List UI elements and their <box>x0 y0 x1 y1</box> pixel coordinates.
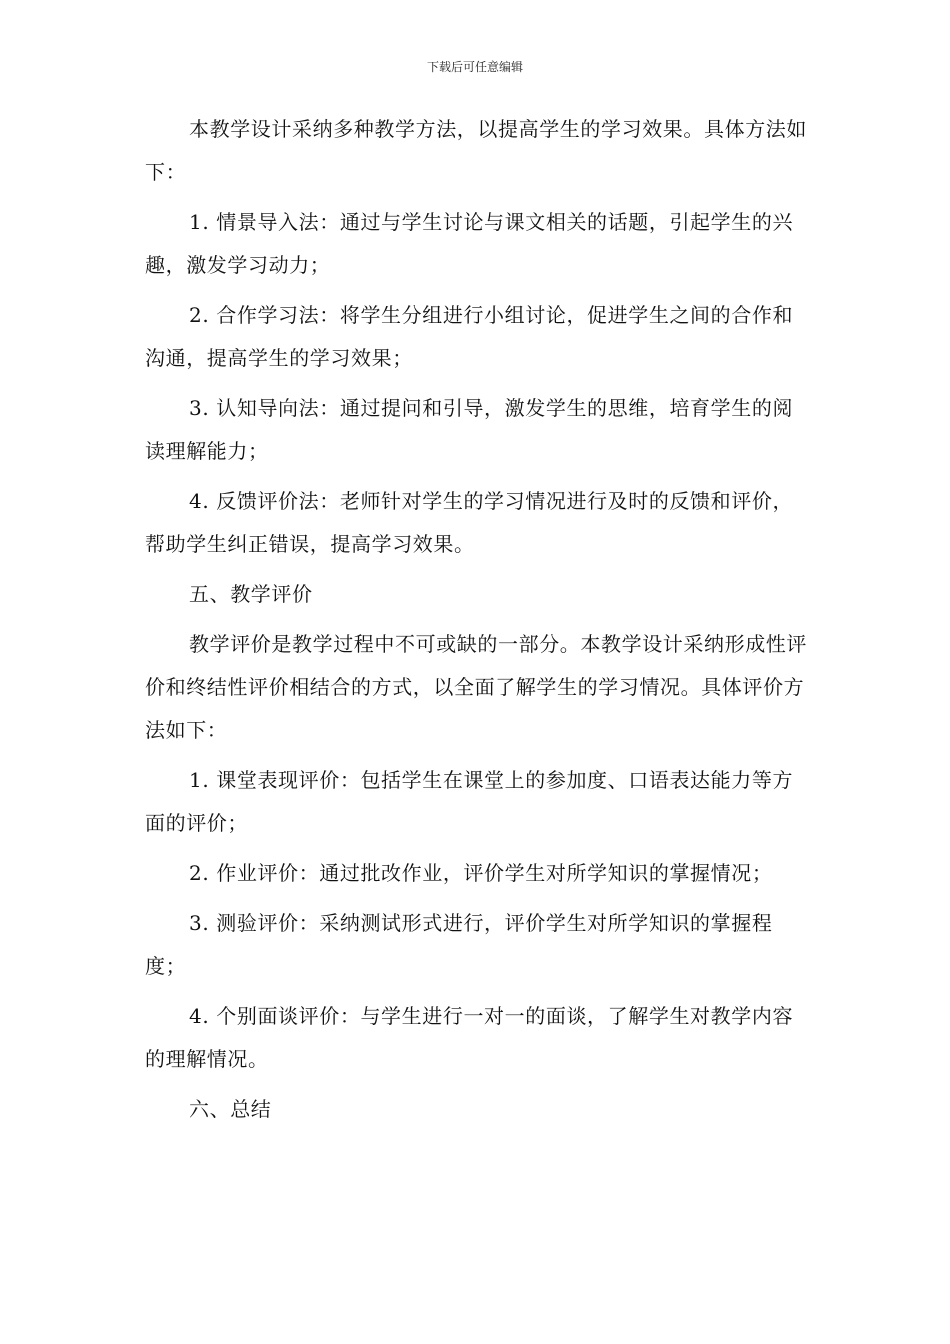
intro-methods-paragraph: 本教学设计采纳多种教学方法，以提高学生的学习效果。具体方法如下： <box>145 117 807 184</box>
evaluation-item-4: 4. 个别面谈评价：与学生进行一对一的面谈，了解学生对教学内容的理解情况。 <box>145 1004 794 1071</box>
method-item-3: 3. 认知导向法：通过提问和引导，激发学生的思维，培育学生的阅读理解能力； <box>145 396 794 463</box>
section-heading-evaluation: 五、教学评价 <box>189 582 313 606</box>
evaluation-item-1: 1. 课堂表现评价：包括学生在课堂上的参加度、口语表达能力等方面的评价； <box>145 768 794 835</box>
section-heading-summary: 六、总结 <box>189 1097 272 1121</box>
page-header-note: 下载后可任意编辑 <box>426 60 523 74</box>
method-item-2: 2. 合作学习法：将学生分组进行小组讨论，促进学生之间的合作和沟通，提高学生的学习效果； <box>145 303 794 370</box>
evaluation-item-2: 2. 作业评价：通过批改作业，评价学生对所学知识的掌握情况； <box>189 861 773 885</box>
evaluation-intro-paragraph: 教学评价是教学过程中不可或缺的一部分。本教学设计采纳形成性评价和终结性评价相结合的方式，以全面了解学生的学习情况。具体评价方法如下： <box>145 632 807 742</box>
document-body <box>145 108 810 1131</box>
evaluation-item-3: 3. 测验评价：采纳测试形式进行，评价学生对所学知识的掌握程度； <box>145 911 773 978</box>
method-item-1: 1. 情景导入法：通过与学生讨论与课文相关的话题，引起学生的兴趣，激发学习动力； <box>145 210 794 277</box>
method-item-4: 4. 反馈评价法：老师针对学生的学习情况进行及时的反馈和评价，帮助学生纠正错误，提高学习效果。 <box>145 489 794 556</box>
